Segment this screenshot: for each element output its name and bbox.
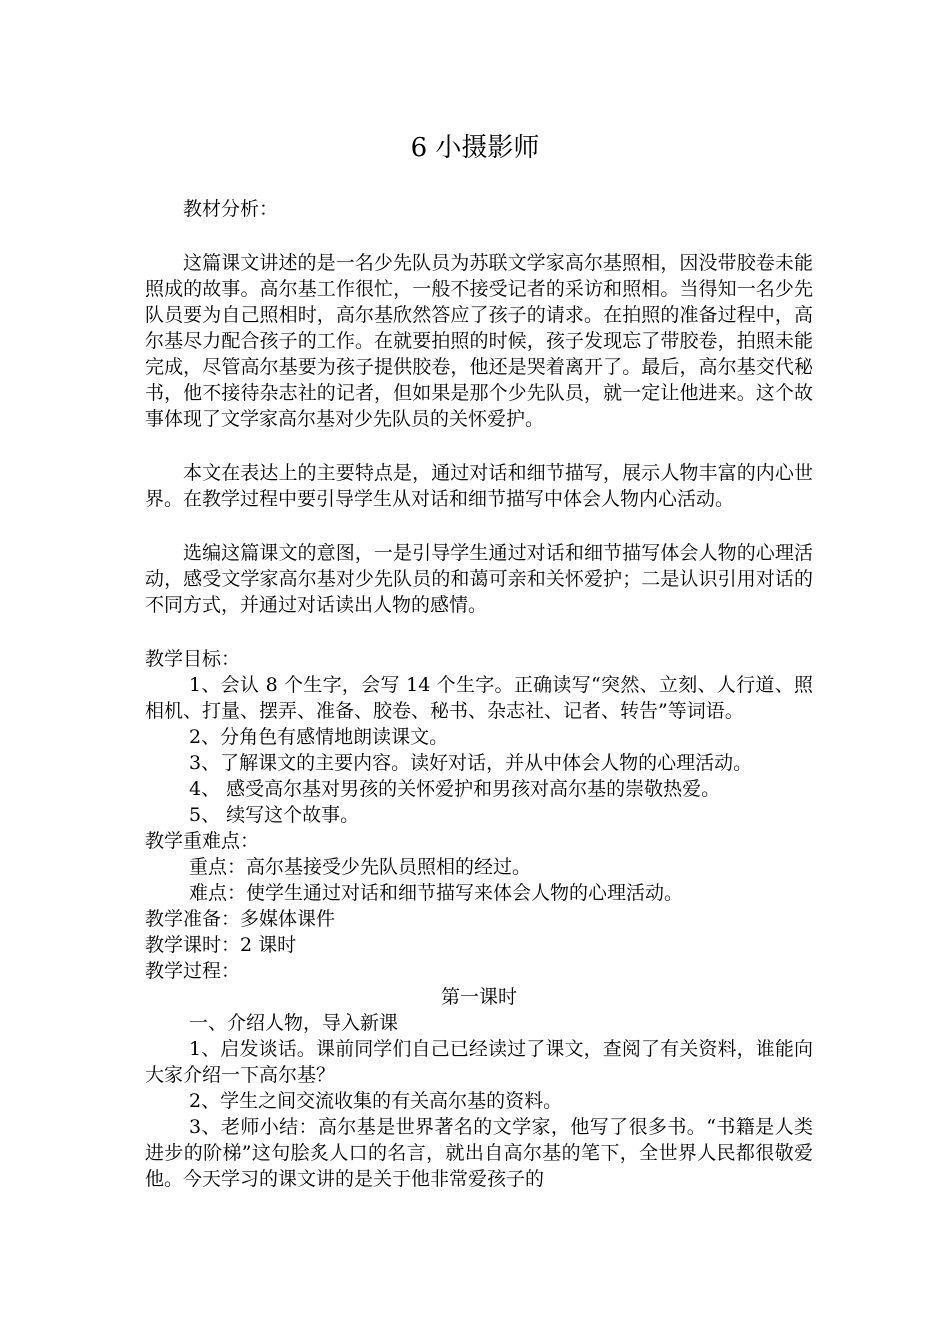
process-heading: 教学过程：	[145, 960, 241, 982]
difficulty-heading: 教学重难点：	[145, 830, 260, 852]
key-point: 重点：高尔基接受少先队员照相的经过。	[189, 856, 532, 878]
analysis-paragraph-2: 本文在表达上的主要特点是，通过对话和细节描写，展示人物丰富的内心世界。在教学过程中要引导学生从对话和细节描写中体会人物内心活动。	[145, 462, 813, 510]
step-item-3: 3、老师小结：高尔基是世界著名的文学家，他写了很多书。“书籍是人类进步的阶梯”这句脍炙人口的名言，就出自高尔基的笔下，全世界人民都很敬爱他。今天学习的课文讲的是关于他非常爱孩子的	[145, 1116, 813, 1190]
goal-item-5: 5、 续写这个故事。	[189, 804, 360, 826]
goal-item-2: 2、分角色有感情地朗读课文。	[189, 726, 449, 748]
difficult-point: 难点：使学生通过对话和细节描写来体会人物的心理活动。	[189, 882, 684, 904]
goal-item-1: 1、会认 8 个生字，会写 14 个生字。正确读写“突然、立刻、人行道、照相机、打量、摆弄、准备、胶卷、秘书、杂志社、记者、转告”等词语。	[145, 674, 813, 722]
document-body	[145, 196, 813, 1192]
page-title: 6 小摄影师	[410, 133, 540, 163]
step-item-1: 1、启发谈话。课前同学们自己已经读过了课文，查阅了有关资料，谁能向大家介绍一下高尔基？	[145, 1038, 813, 1086]
section-one-heading: 一、介绍人物，导入新课	[189, 1012, 399, 1034]
analysis-heading: 教材分析：	[183, 198, 279, 220]
goal-item-4: 4、 感受高尔基对男孩的关怀爱护和男孩对高尔基的崇敬热爱。	[189, 778, 721, 800]
goals-heading: 教学目标：	[145, 648, 241, 670]
lesson-title: 第一课时	[440, 986, 517, 1008]
analysis-paragraph-3: 选编这篇课文的意图，一是引导学生通过对话和细节描写体会人物的心理活动，感受文学家高尔基对少先队员的和蔼可亲和关怀爱护；二是认识引用对话的不同方式，并通过对话读出人物的感情。	[145, 542, 813, 616]
teaching-hours: 教学课时：2 课时	[145, 934, 297, 956]
step-item-2: 2、学生之间交流收集的有关高尔基的资料。	[189, 1090, 563, 1112]
teaching-preparation: 教学准备：多媒体课件	[145, 908, 336, 930]
goal-item-3: 3、了解课文的主要内容。读好对话，并从中体会人物的心理活动。	[189, 752, 753, 774]
analysis-paragraph-1: 这篇课文讲述的是一名少先队员为苏联文学家高尔基照相，因没带胶卷未能照成的故事。高尔基工作很忙，一般不接受记者的采访和照相。当得知一名少先队员要为自己照相时，高尔基欣然答应了孩子的请求。在拍照的准备过程中，高尔基尽力配合孩子的工作。在就要拍照的时候，孩子发现忘了带胶卷，拍照未能完成，尽管高尔基要为孩子提供胶卷，他还是哭着离开了。最后，高尔基交代秘书，他不接待杂志社的记者，但如果是那个少先队员，就一定让他进来。这个故事体现了文学家高尔基对少先队员的关怀爱护。	[145, 252, 813, 430]
